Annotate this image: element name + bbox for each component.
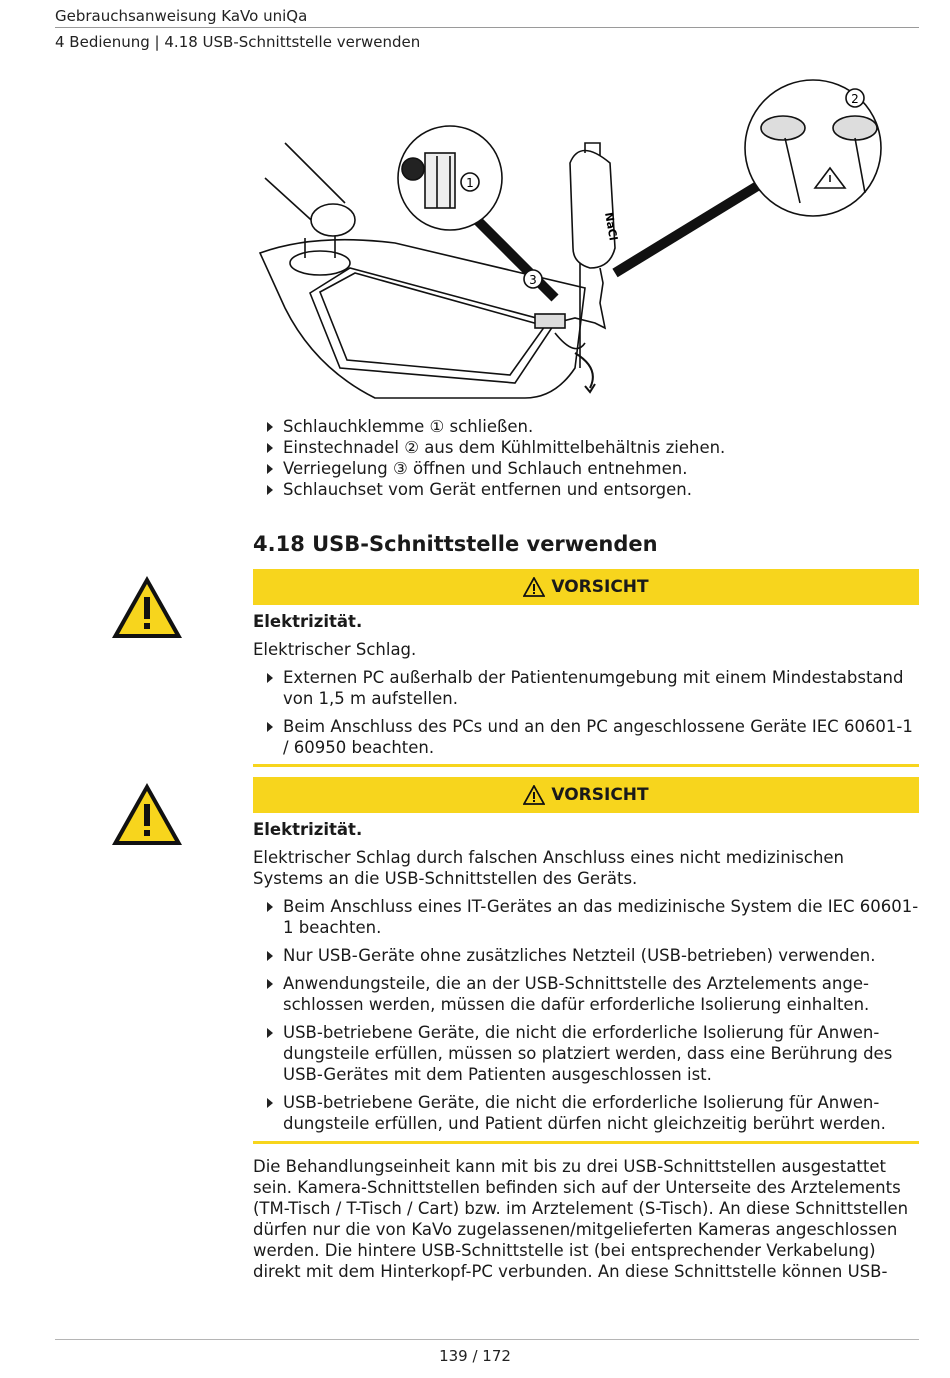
document-title: Gebrauchsanweisung KaVo uniQa (55, 7, 308, 25)
warning-end-rule (253, 764, 919, 767)
hazard-consequence: Elektrischer Schlag durch falschen Anschluss eines nicht medizinischen Systems an die USB-Schnittstellen des Geräts. (253, 848, 845, 888)
bullet-arrow-icon (267, 902, 273, 912)
list-item: Anwendungsteile, die an der USB-Schnittstelle des Arztelements angeschlossen werden, müssen die dafür erforderliche Isolierung einhalten. (253, 973, 919, 1015)
warning-1-body (253, 611, 919, 758)
list-item: Schlauchklemme ① schließen. (253, 416, 919, 437)
signal-word: VORSICHT (551, 577, 649, 597)
callout-1: 1 (466, 176, 474, 190)
bullet-arrow-icon (267, 485, 273, 495)
list-item: Beim Anschluss eines IT-Gerätes an das medizinische System die IEC 60601-1 beachten. (253, 896, 919, 938)
bullet-arrow-icon (267, 979, 273, 989)
hazard-consequence: Elektrischer Schlag. (253, 640, 417, 659)
bullet-arrow-icon (267, 951, 273, 961)
breadcrumb: 4 Bedienung | 4.18 USB-Schnittstelle verwenden (55, 33, 421, 51)
warning-end-rule (253, 1141, 919, 1144)
hazard-type: Elektrizität. (253, 820, 363, 839)
bag-label: NaCl (602, 211, 620, 242)
footer-divider (55, 1339, 919, 1340)
bullet-arrow-icon (267, 422, 273, 432)
bullet-arrow-icon (267, 722, 273, 732)
warning-triangle-icon (109, 573, 185, 641)
bullet-arrow-icon (267, 443, 273, 453)
list-item: Einstechnadel ② aus dem Kühlmittelbehältnis ziehen. (253, 437, 919, 458)
callout-2: 2 (851, 92, 859, 106)
list-item: Verriegelung ③ öffnen und Schlauch entnehmen. (253, 458, 919, 479)
signal-word: VORSICHT (551, 785, 649, 805)
section-title: 4.18 USB-Schnittstelle verwenden (253, 532, 658, 556)
disposal-steps (253, 416, 919, 500)
caution-banner (253, 569, 919, 605)
warning-triangle-icon (109, 780, 185, 848)
caution-icon (523, 577, 545, 597)
usb-illustration (255, 68, 895, 408)
page-number: 139 / 172 (439, 1347, 511, 1365)
header-divider (55, 27, 919, 28)
caution-icon (523, 785, 545, 805)
bullet-arrow-icon (267, 673, 273, 683)
bullet-arrow-icon (267, 464, 273, 474)
list-item: Beim Anschluss des PCs und an den PC angeschlossene Geräte IEC 60601-1 / 60950 beachten. (253, 716, 919, 758)
caution-banner (253, 777, 919, 813)
callout-3: 3 (529, 273, 537, 287)
list-item: Externen PC außerhalb der Patientenumgebung mit einem Mindestabstand von 1,5 m aufstellen. (253, 667, 919, 709)
list-item: USB-betriebene Geräte, die nicht die erforderliche Isolierung für Anwendungsteile erfüllen, müssen so platziert werden, dass eine Berührung des USB-Gerätes mit dem Patienten ausgeschlossen ist. (253, 1022, 919, 1085)
list-item: Nur USB-Geräte ohne zusätzliches Netzteil (USB-betrieben) verwenden. (253, 945, 919, 966)
warning-2-body (253, 819, 919, 1134)
bullet-arrow-icon (267, 1098, 273, 1108)
body-paragraph: Die Behandlungseinheit kann mit bis zu drei USB-Schnittstellen ausgestattet sein. Kamera-Schnittstellen befinden sich auf der Unterseite des Arztelements (TM-Tisch / T-Tisch / Cart) bzw. im Arztelement (S-Tisch). An diese Schnittstellen dürfen nur die von KaVo zugelassenen/mitgelieferten Kameras angeschlossen werden. Die hintere USB-Schnittstelle ist (bei entsprechender Verkabelung) direkt mit dem Hinterkopf-PC verbunden. An diese Schnittstelle können USB- (253, 1157, 909, 1281)
hazard-type: Elektrizität. (253, 612, 363, 631)
list-item: USB-betriebene Geräte, die nicht die erforderliche Isolierung für Anwendungsteile erfüllen, und Patient dürfen nicht gleichzeitig berührt werden. (253, 1092, 919, 1134)
list-item: Schlauchset vom Gerät entfernen und entsorgen. (253, 479, 919, 500)
bullet-arrow-icon (267, 1028, 273, 1038)
